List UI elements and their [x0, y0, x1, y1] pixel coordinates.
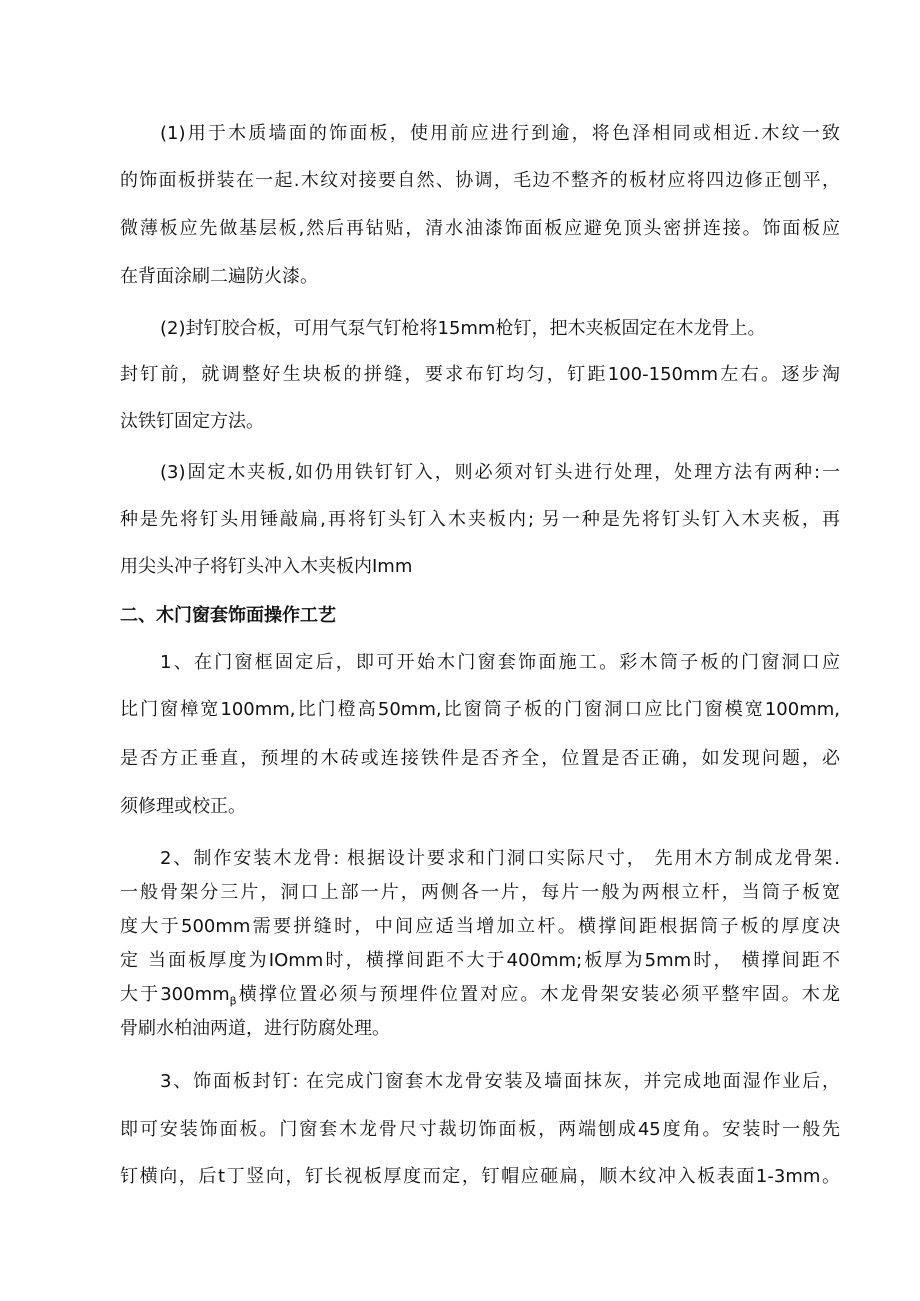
s2-p3-line-3: 钉横向，后t丁竖向，钉长视板厚度而定，钉帽应砸扁，顺木纹冲入板表面1-3mm。 [120, 1166, 840, 1187]
s2-p3-line-1: 3、饰面板封钉: 在完成门窗套木龙骨安装及墙面抹灰，并完成地面湿作业后， [160, 1071, 840, 1092]
s2-p2-line-5 [120, 982, 840, 1008]
s1-p1-line-3: 微薄板应先做基层板,然后再钻贴，清水油漆饰面板应避免顶头密拼连接。饰面板应 [120, 218, 840, 239]
s1-p2-line-1: (2)封钉胶合板，可用气泵气钉枪将15mm枪钉，把木夹板固定在木龙骨上。 [160, 318, 766, 339]
s2-p1-line-1: 1、在门窗框固定后，即可开始木门窗套饰面施工。彩木筒子板的门窗洞口应 [160, 652, 840, 673]
s2-p2-line-1: 2、制作安装木龙骨: 根据设计要求和门洞口实际尺寸， 先用木方制成龙骨架. [160, 848, 840, 869]
beta-subscript: β [229, 994, 237, 1008]
s2-p1-line-4: 须修理或校正。 [120, 796, 246, 817]
s1-p2-line-3: 汰铁钉固定方法。 [120, 411, 264, 432]
s1-p3-line-1: (3)固定木夹板,如仍用铁钉钉入，则必须对钉头进行处理，处理方法有两种:一 [160, 462, 840, 483]
s2-p2-line-2: 一般骨架分三片，洞口上部一片，两侧各一片，每片一般为两根立杆，当筒子板宽 [120, 882, 840, 903]
s2-p2-line-6: 骨刷水柏油两道，进行防腐处理。 [120, 1018, 390, 1039]
section-heading: 二、木门窗套饰面操作工艺 [120, 605, 336, 626]
s2-p2-line-5-part-a: 大于300mm [120, 984, 230, 1005]
s1-p2-line-2: 封钉前，就调整好生块板的拼缝，要求布钉均匀，钉距100-150mm左右。逐步淘 [120, 364, 840, 385]
s1-p1-line-1: (1)用于木质墙面的饰面板，使用前应进行到逾，将色泽相同或相近.木纹一致 [160, 123, 840, 144]
s2-p2-line-3: 度大于500mm需要拼缝时，中间应适当增加立杆。横撑间距根据筒子板的厚度决 [120, 916, 840, 937]
s2-p2-line-5-part-b: 横撑位置必须与预埋件位置对应。木龙骨架安装必须平整牢固。木龙 [236, 984, 840, 1005]
s2-p3-line-2: 即可安装饰面板。门窗套木龙骨尺寸裁切饰面板，两端刨成45度角。安装时一般先 [120, 1119, 840, 1140]
s1-p3-line-2: 种是先将钉头用锤敲扁,再将钉头钉入木夹板内; 另一种是先将钉头钉入木夹板，再 [120, 509, 840, 530]
s2-p2-line-4: 定 当面板厚度为IOmm时，横撑间距不大于400mm;板厚为5mm时， 横撑间距不 [120, 950, 840, 971]
s2-p1-line-2: 比门窗樟宽100mm,比门橙高50mm,比窗筒子板的门窗洞口应比门窗模宽100mm, [120, 699, 840, 720]
s1-p3-line-3: 用尖头冲子将钉头冲入木夹板内Imm [120, 556, 413, 577]
s1-p1-line-4: 在背面涂刷二遍防火漆。 [120, 266, 318, 287]
s1-p1-line-2: 的饰面板拼装在一起.木纹对接要自然、协调，毛边不整齐的板材应将四边修正刨平， [120, 170, 840, 191]
s2-p1-line-3: 是否方正垂直，预埋的木砖或连接铁件是否齐全，位置是否正确，如发现问题，必 [120, 748, 840, 769]
